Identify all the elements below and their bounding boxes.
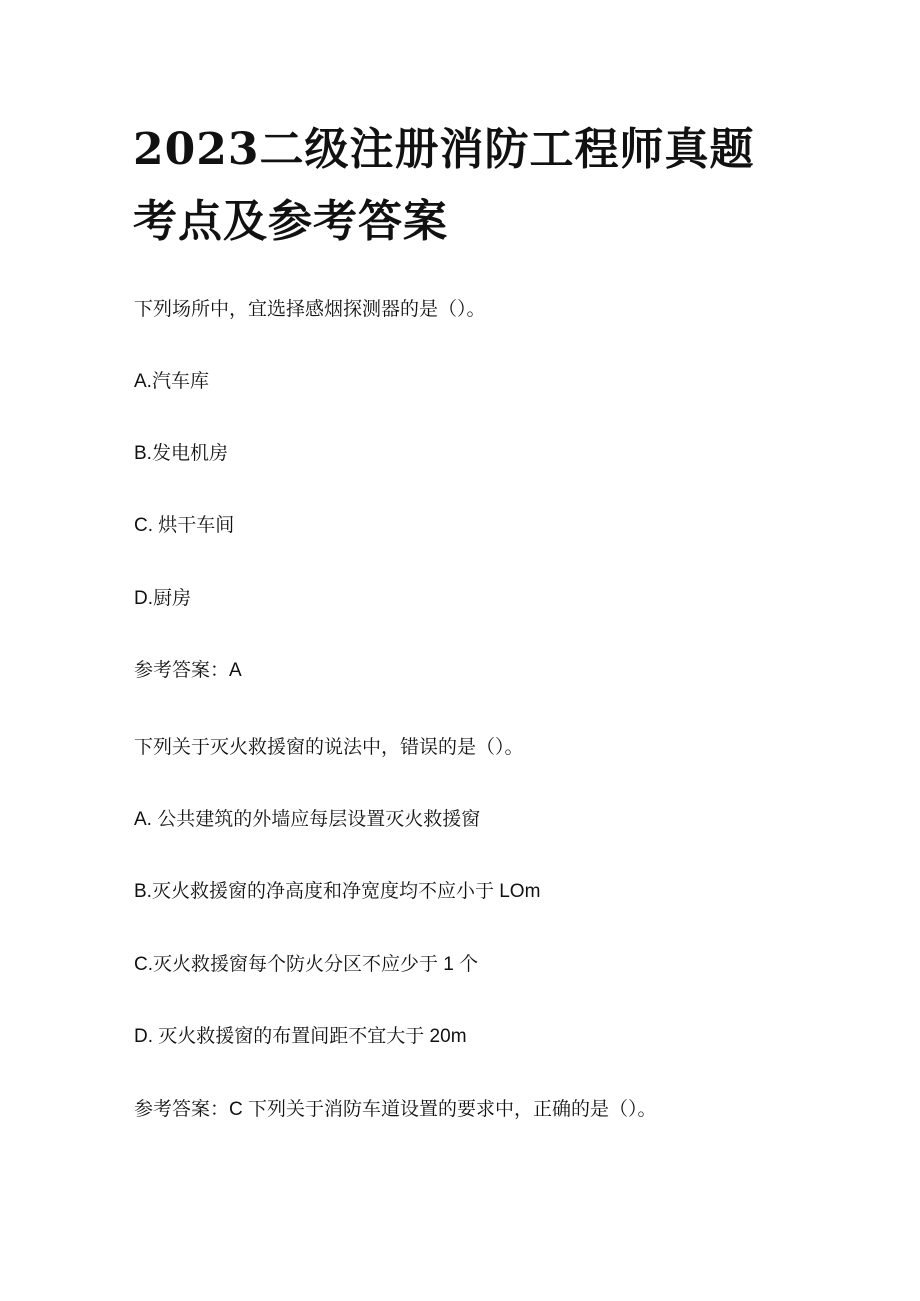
question-1-option-c: C. 烘干车间 bbox=[134, 515, 235, 536]
question-1-option-d: D.厨房 bbox=[134, 588, 192, 609]
question-2-option-a: A. 公共建筑的外墙应每层设置灭火救援窗 bbox=[134, 809, 481, 830]
question-1-option-a: A.汽车库 bbox=[134, 371, 209, 392]
document-title: 2023二级注册消防工程师真题考点及参考答案 bbox=[133, 124, 755, 247]
question-1-answer: 参考答案：A bbox=[134, 660, 242, 681]
question-1-stem: 下列场所中，宜选择感烟探测器的是（）。 bbox=[134, 299, 486, 320]
question-2-option-b: B.灭火救援窗的净高度和净宽度均不应小于 LOm bbox=[134, 881, 541, 902]
question-2-option-c: C.灭火救援窗每个防火分区不应少于 1 个 bbox=[134, 954, 479, 975]
question-2-stem: 下列关于灭火救援窗的说法中，错误的是（）。 bbox=[134, 737, 524, 758]
question-2-answer: 参考答案：C 下列关于消防车道设置的要求中，正确的是（）。 bbox=[134, 1099, 657, 1120]
question-2-option-d: D. 灭火救援窗的布置间距不宜大于 20m bbox=[134, 1026, 467, 1047]
question-1-option-b: B.发电机房 bbox=[134, 443, 228, 464]
